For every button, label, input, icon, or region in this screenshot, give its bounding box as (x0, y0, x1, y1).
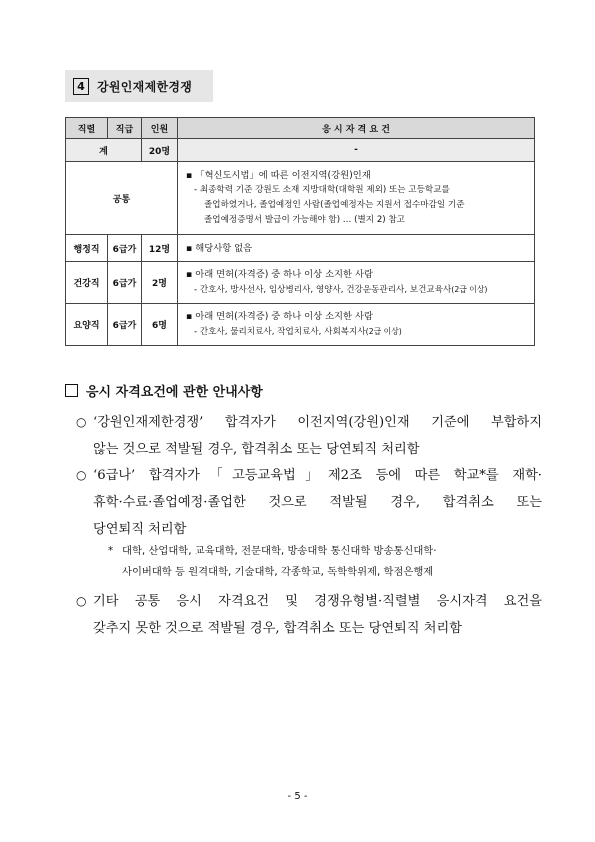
row-count: 2명 (142, 262, 178, 304)
requirements-table (65, 117, 535, 346)
guide-heading (65, 381, 263, 400)
circle-bullet-icon: ○ (76, 468, 87, 482)
circle-bullet-icon: ○ (76, 594, 87, 608)
guide-item-3-line-1: 기타 공통 응시 자격요건 및 경쟁유형별·직렬별 응시자격 요건을 (93, 594, 542, 609)
common-label: 공통 (66, 162, 178, 235)
common-qualification (178, 162, 535, 235)
row-sub-text: - 간호사, 방사선사, 임상병리사, 영양사, 건강운동관리사, 보건교육사 (194, 285, 452, 295)
row-bullet-text: 해당사항 없음 (195, 242, 253, 254)
table-header-row (66, 118, 535, 139)
page-number: - 5 - (287, 791, 308, 802)
common-sub-2: 졸업하였거나, 졸업예정인 사람(졸업예정자는 지원서 접수마감일 기준 (204, 200, 465, 210)
row-sub-text: - 간호사, 물리치료사, 작업치료사, 사회복지사 (194, 327, 366, 337)
row-qualification: ▪ 해당사항 없음 (178, 235, 535, 262)
asterisk-icon: * (108, 545, 114, 557)
guide-item-2-line-2: 휴학·수료·졸업예정·졸업한 것으로 적발될 경우, 합격취소 또는 (93, 495, 542, 510)
header-series: 직렬 (66, 118, 108, 139)
guide-item-1-line-1: ‘강원인재제한경쟁’ 합격자가 이전지역(강원)인재 기준에 부합하지 (93, 415, 542, 430)
total-count: 20명 (142, 139, 178, 162)
row-grade: 6급가 (108, 304, 142, 346)
common-row (66, 162, 535, 235)
guide-item-1-line-2: 않는 것으로 적발될 경우, 합격취소 또는 당연퇴직 처리함 (93, 442, 420, 457)
row-grade: 6급가 (108, 235, 142, 262)
guide-item-3-line-2: 갖추지 못한 것으로 적발될 경우, 합격취소 또는 당연퇴직 처리함 (93, 621, 462, 636)
common-sub-1: - 최종학력 기준 강원도 소재 지방대학(대학원 제외) 또는 고등학교를 (194, 185, 450, 195)
header-grade: 직급 (108, 118, 142, 139)
guide-title: 응시 자격요건에 관한 안내사항 (86, 385, 263, 400)
guide-item-1 (76, 409, 542, 463)
row-series: 행정직 (66, 235, 108, 262)
row-grade: 6급가 (108, 262, 142, 304)
header-qualification: 응 시 자 격 요 건 (178, 118, 535, 139)
guide-note-line-1: 대학, 산업대학, 교육대학, 전문대학, 방송대학 통신대학 방송통신대학· (122, 545, 437, 557)
row-count: 12명 (142, 235, 178, 262)
table-row (66, 235, 535, 262)
guide-note-line-2: 사이버대학 등 원격대학, 기술대학, 각종학교, 독학학위제, 학점은행제 (122, 566, 434, 578)
row-qualification: ▪ 아래 면허(자격증) 중 하나 이상 소지한 사람 - 간호사, 방사선사, 임상병리사, 영양사, 건강운동관리사, 보건교육사(2급 이상) (178, 262, 535, 304)
row-qualification: ▪ 아래 면허(자격증) 중 하나 이상 소지한 사람 - 간호사, 물리치료사, 작업치료사, 사회복지사(2급 이상) (178, 304, 535, 346)
section-heading (65, 70, 213, 102)
table-row (66, 304, 535, 346)
common-bullet: ▪ 「혁신도시법」에 따른 이전지역(강원)인재 (186, 170, 371, 181)
total-label: 계 (66, 139, 142, 162)
row-bullet-text: 아래 면허(자격증) 중 하나 이상 소지한 사람 (195, 311, 373, 322)
guide-note (108, 541, 538, 583)
total-qual: - (178, 139, 535, 162)
section-number: 4 (73, 78, 89, 95)
section-title: 강원인재제한경쟁 (97, 79, 193, 94)
row-sub-small: (2급 이상) (365, 327, 402, 336)
guide-item-3 (76, 588, 542, 642)
circle-bullet-icon: ○ (76, 415, 87, 429)
row-series: 요양직 (66, 304, 108, 346)
common-sub-3: 졸업예정증명서 발급이 가능해야 함) … (별지 2) 참고 (204, 215, 405, 225)
guide-item-2 (76, 462, 542, 543)
guide-item-2-line-1: ‘6급나’ 합격자가「고등교육법」제2조 등에 따른 학교*를 재학· (93, 468, 542, 483)
common-bullet-text: 「혁신도시법」에 따른 이전지역(강원)인재 (195, 170, 371, 181)
table-row (66, 262, 535, 304)
row-count: 6명 (142, 304, 178, 346)
row-bullet-text: 아래 면허(자격증) 중 하나 이상 소지한 사람 (195, 269, 373, 280)
total-row (66, 139, 535, 162)
guide-item-2-line-3: 당연퇴직 처리함 (93, 522, 187, 537)
header-count: 인원 (142, 118, 178, 139)
row-sub-small: (2급 이상) (451, 285, 488, 294)
row-series: 건강직 (66, 262, 108, 304)
square-bullet-icon (65, 384, 78, 397)
